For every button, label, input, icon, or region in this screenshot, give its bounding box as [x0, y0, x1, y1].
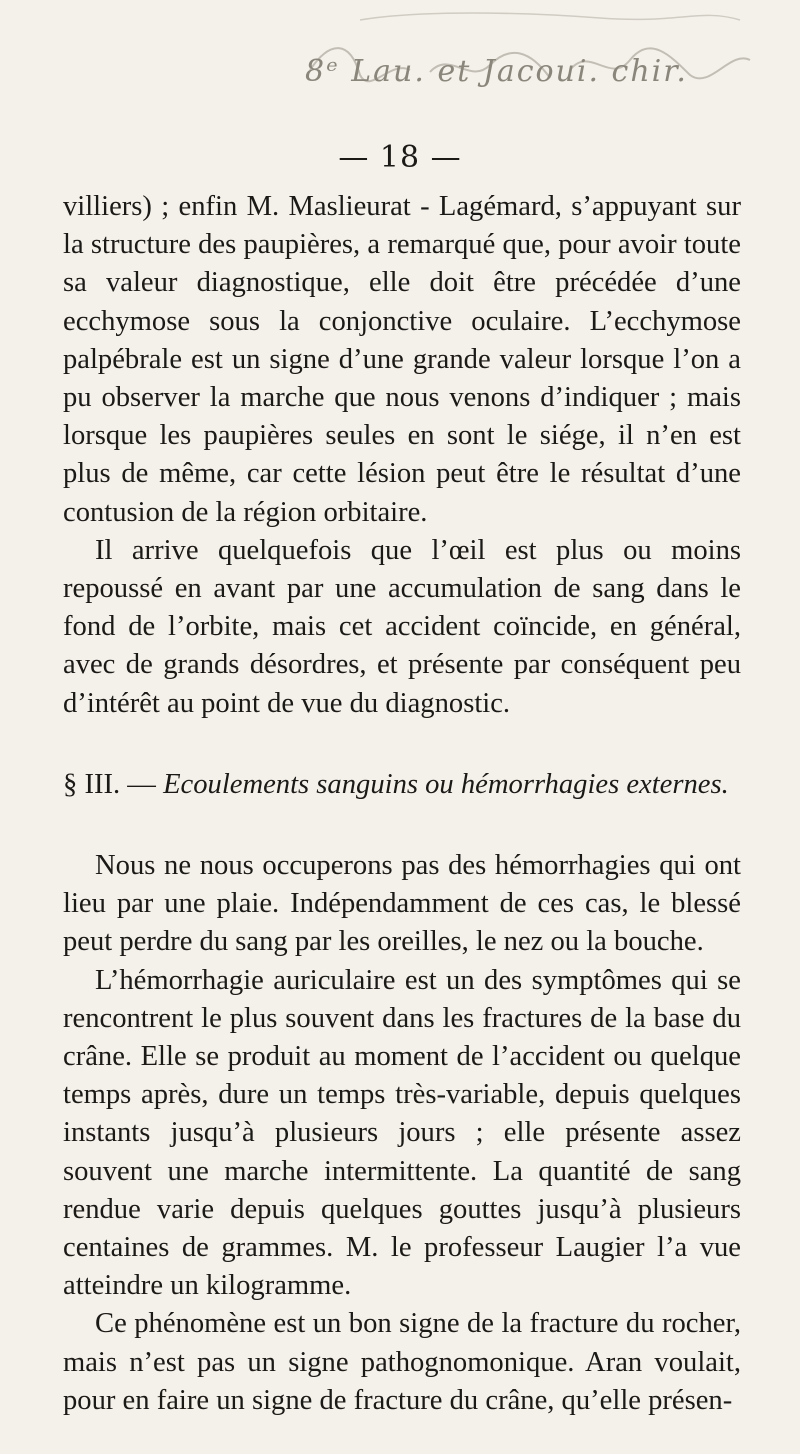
- paragraph: Ce phénomène est un bon signe de la fracture du rocher, mais n’est pas un signe pathognomonique. Aran voulait, pour en faire un signe de fracture du crâne, qu’elle présen-: [63, 1308, 741, 1416]
- paragraph: L’hémorrhagie auriculaire est un des symptômes qui se rencontrent le plus souvent dans les fractures de la base du crâne. Elle se produit au moment de l’accident ou quelque temps après, dure un temps très-variable, depuis quelques instants jusqu’à plusieurs jours ; elle présente assez souvent une marche intermittente. La quantité de sang rendue varie depuis quelques gouttes jusqu’à plusieurs centaines de grammes. M. le professeur Laugier l’a vue atteindre un kilogramme.: [63, 964, 741, 1302]
- body-text: [63, 188, 741, 1420]
- paragraph: villiers) ; enfin M. Maslieurat - Lagémard, s’appuyant sur la structure des paupières, a remarqué que, pour avoir toute sa valeur diagnostique, elle doit être précédée d’une ecchymose sous la conjonctive oculaire. L’ecchymose palpébrale est un signe d’une grande valeur lorsque l’on a pu observer la marche que nous venons d’indiquer ; mais lorsque les paupières seules en sont le siége, il n’en est plus de même, car cette lésion peut être le résultat d’une contusion de la région orbitaire.: [63, 191, 741, 528]
- page-number: — 18 —: [338, 140, 462, 175]
- section-title: Ecoulements sanguins ou hémorrhagies externes.: [163, 768, 729, 800]
- handwriting-text: 8ᵉ Lau. et Jacoui. chir.: [305, 54, 688, 89]
- section-number: § III. —: [63, 768, 156, 800]
- section-heading: [63, 766, 741, 804]
- paragraph: Nous ne nous occuperons pas des hémorrhagies qui ont lieu par une plaie. Indépendamment de ces cas, le blessé peut perdre du sang par les oreilles, le nez ou la bouche.: [63, 850, 741, 958]
- paragraph: Il arrive quelquefois que l’œil est plus ou moins repoussé en avant par une accumulation de sang dans le fond de l’orbite, mais cet accident coïncide, en général, avec de grands désordres, et présente par conséquent peu d’intérêt au point de vue du diagnostic.: [63, 534, 741, 719]
